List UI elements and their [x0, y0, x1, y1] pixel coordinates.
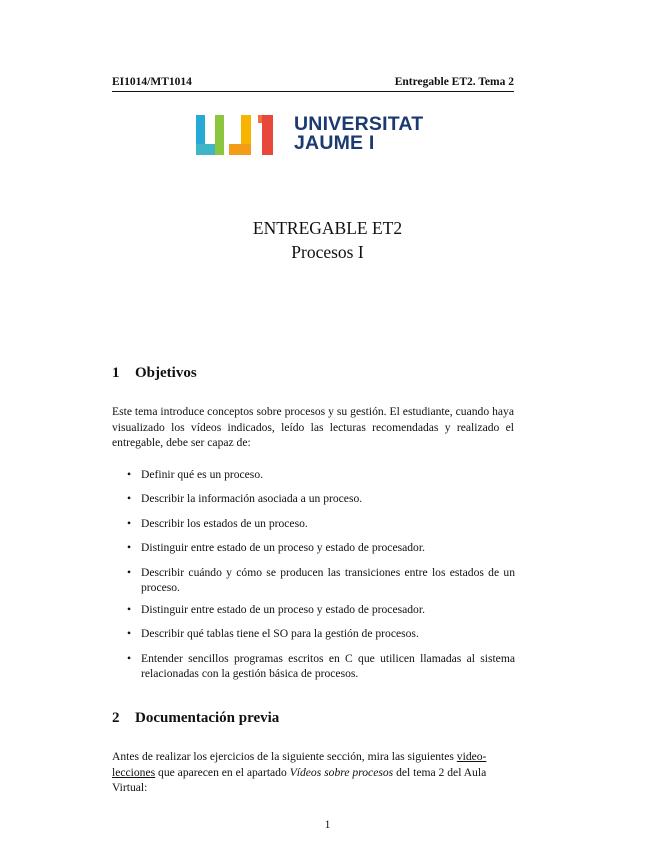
documentacion-paragraph: Antes de realizar los ejercicios de la siguiente sección, mira las siguientes video-lecciones que aparecen en el apartado Vídeos sobre procesos del tema 2 del Aula Virtual:	[112, 750, 487, 794]
page-header	[112, 76, 514, 92]
section-heading-objetivos	[112, 365, 197, 382]
list-item: • Describir cuándo y cómo se producen las transiciones entre los estados de un proceso.	[127, 566, 515, 594]
list-item: • Definir qué es un proceso.	[127, 468, 264, 481]
logo-wordmark	[294, 115, 423, 153]
list-item: • Describir la información asociada a un proceso.	[127, 492, 363, 505]
bullet-icon: •	[127, 566, 132, 579]
bullet-icon: •	[127, 627, 132, 640]
document-title: ENTREGABLE ET2	[252, 218, 403, 238]
document-subtitle: Procesos I	[291, 242, 364, 262]
section-title: Objetivos	[135, 365, 197, 381]
header-rule	[112, 91, 514, 92]
bullet-icon: •	[127, 541, 132, 554]
section-number: 2	[112, 710, 120, 726]
bullet-icon: •	[127, 517, 132, 530]
bullet-icon: •	[127, 603, 132, 616]
logo-wordmark-line1: UNIVERSITAT	[294, 113, 424, 135]
page-number: 1	[324, 818, 331, 831]
section-heading-documentacion	[112, 710, 279, 727]
list-item: • Describir los estados de un proceso.	[127, 517, 308, 530]
list-item: • Distinguir entre estado de un proceso y estado de procesador.	[127, 541, 425, 554]
list-item: • Distinguir entre estado de un proceso y estado de procesador.	[127, 603, 425, 616]
uji-logo-icon	[196, 115, 284, 155]
header-document-title: Entregable ET2. Tema 2	[394, 76, 514, 88]
videos-section-name: Vídeos sobre procesos	[289, 765, 394, 779]
video-lecciones-link[interactable]: video-lecciones	[112, 750, 487, 779]
bullet-icon: •	[127, 492, 132, 505]
section-title: Documentación previa	[135, 710, 280, 726]
university-logo	[196, 112, 432, 158]
section-number: 1	[112, 365, 120, 381]
logo-wordmark-line2: JAUME I	[294, 132, 375, 154]
logo-i-bar	[262, 115, 273, 155]
header-course-code: EI1014/MT1014	[112, 76, 192, 88]
bullet-icon: •	[127, 652, 132, 665]
logo-i-accent	[258, 115, 262, 123]
logo-u-right-bar	[215, 115, 224, 155]
list-item: • Entender sencillos programas escritos en C que utilicen llamadas al sistema relacionadas con la gestión básica de procesos.	[127, 652, 515, 680]
bullet-icon: •	[127, 468, 132, 481]
logo-j-bottom-bar	[229, 144, 251, 155]
objetivos-intro-paragraph: Este tema introduce conceptos sobre procesos y su gestión. El estudiante, cuando haya visualizado los vídeos indicados, leído las lecturas recomendadas y realizado el entregable, debe ser capaz de:	[112, 405, 514, 449]
list-item: • Describir qué tablas tiene el SO para la gestión de procesos.	[127, 627, 419, 640]
